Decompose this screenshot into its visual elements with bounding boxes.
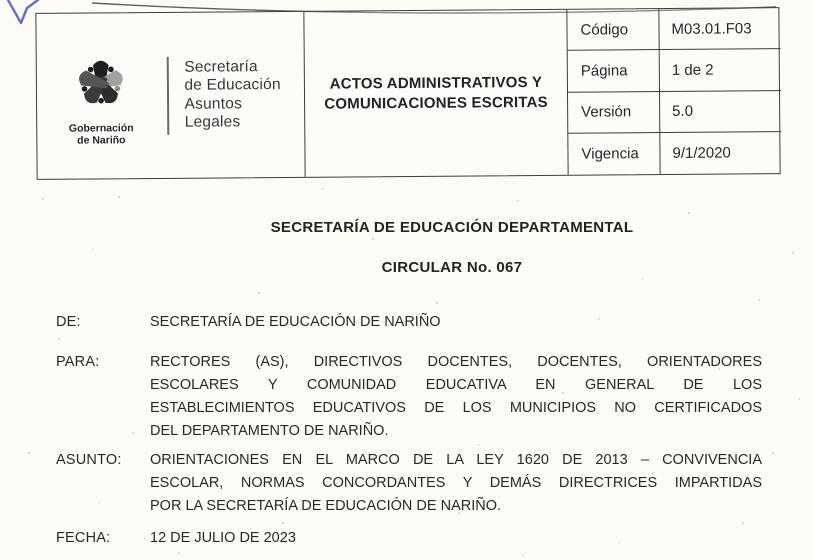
header-table: [35, 7, 780, 180]
meta-label-vigencia: Vigencia: [568, 133, 660, 175]
field-fecha: [56, 527, 762, 550]
meta-label-version: Versión: [568, 92, 660, 134]
field-de-line: SECRETARÍA DE EDUCACIÓN DE NARIÑO: [150, 314, 441, 330]
gobernacion-logo: [47, 45, 156, 146]
field-para: [56, 351, 762, 443]
field-de: [56, 311, 762, 334]
meta-label-pagina: Página: [568, 50, 660, 92]
document-heading: SECRETARÍA DE EDUCACIÓN DEPARTAMENTAL: [270, 219, 634, 236]
field-asunto-line: POR LA SECRETARÍA DE EDUCACIÓN DE NARIÑO.: [150, 498, 502, 514]
field-asunto: [56, 449, 762, 518]
field-para-line: DEL DEPARTAMENTO DE NARIÑO.: [150, 423, 389, 439]
field-value-para: [150, 351, 762, 443]
office-name-line: Secretaría: [184, 57, 258, 76]
document-type-cell: [304, 10, 568, 177]
field-fecha-line: 12 DE JULIO DE 2023: [150, 530, 296, 546]
meta-label-codigo: Código: [567, 9, 659, 51]
office-name: [184, 57, 281, 132]
field-label-para: PARA:: [56, 354, 100, 370]
field-label-fecha: FECHA:: [56, 530, 111, 546]
field-label-asunto: ASUNTO:: [56, 452, 122, 468]
meta-value-pagina: 1 de 2: [660, 49, 781, 91]
meta-table: [567, 8, 781, 175]
office-name-line: Legales: [184, 113, 241, 131]
field-para-line: ESCOLARES Y COMUNIDAD EDUCATIVA EN GENERAL DE LOS: [150, 377, 762, 393]
field-para-line: RECTORES (AS), DIRECTIVOS DOCENTES, DOCENTES, ORIENTADORES: [150, 354, 762, 370]
office-name-line: de Educación: [184, 75, 281, 94]
field-value-de: [150, 311, 762, 334]
logo-divider-line: [167, 56, 169, 134]
document-type-title: ACTOS ADMINISTRATIVOS Y COMUNICACIONES ESCRITAS: [324, 73, 548, 113]
field-value-asunto: [150, 449, 762, 518]
logo-caption-line1: Gobernación: [68, 121, 134, 135]
field-para-line: ESTABLECIMIENTOS EDUCATIVOS DE LOS MUNICIPIOS NO CERTIFICADOS: [150, 400, 762, 416]
circular-number-heading: CIRCULAR No. 067: [381, 259, 523, 276]
field-label-de: DE:: [56, 314, 81, 330]
field-value-fecha: [150, 527, 762, 550]
logo-cell: [36, 12, 305, 179]
field-asunto-line: ESCOLAR, NORMAS CONCORDANTES Y DEMÁS DIRECTRICES IMPARTIDAS: [150, 475, 762, 491]
star-people-logo-icon: [64, 46, 139, 121]
office-name-line: Asuntos: [184, 94, 243, 113]
meta-value-vigencia: 9/1/2020: [672, 144, 731, 162]
logo-caption-line2: de Nariño: [77, 133, 126, 147]
logo-caption: [69, 122, 134, 147]
meta-value-version: 5.0: [660, 91, 781, 133]
field-asunto-line: ORIENTACIONES EN EL MARCO DE LA LEY 1620 DE 2013 – CONVIVENCIA: [150, 452, 762, 468]
meta-value-codigo: M03.01.F03: [659, 8, 780, 50]
